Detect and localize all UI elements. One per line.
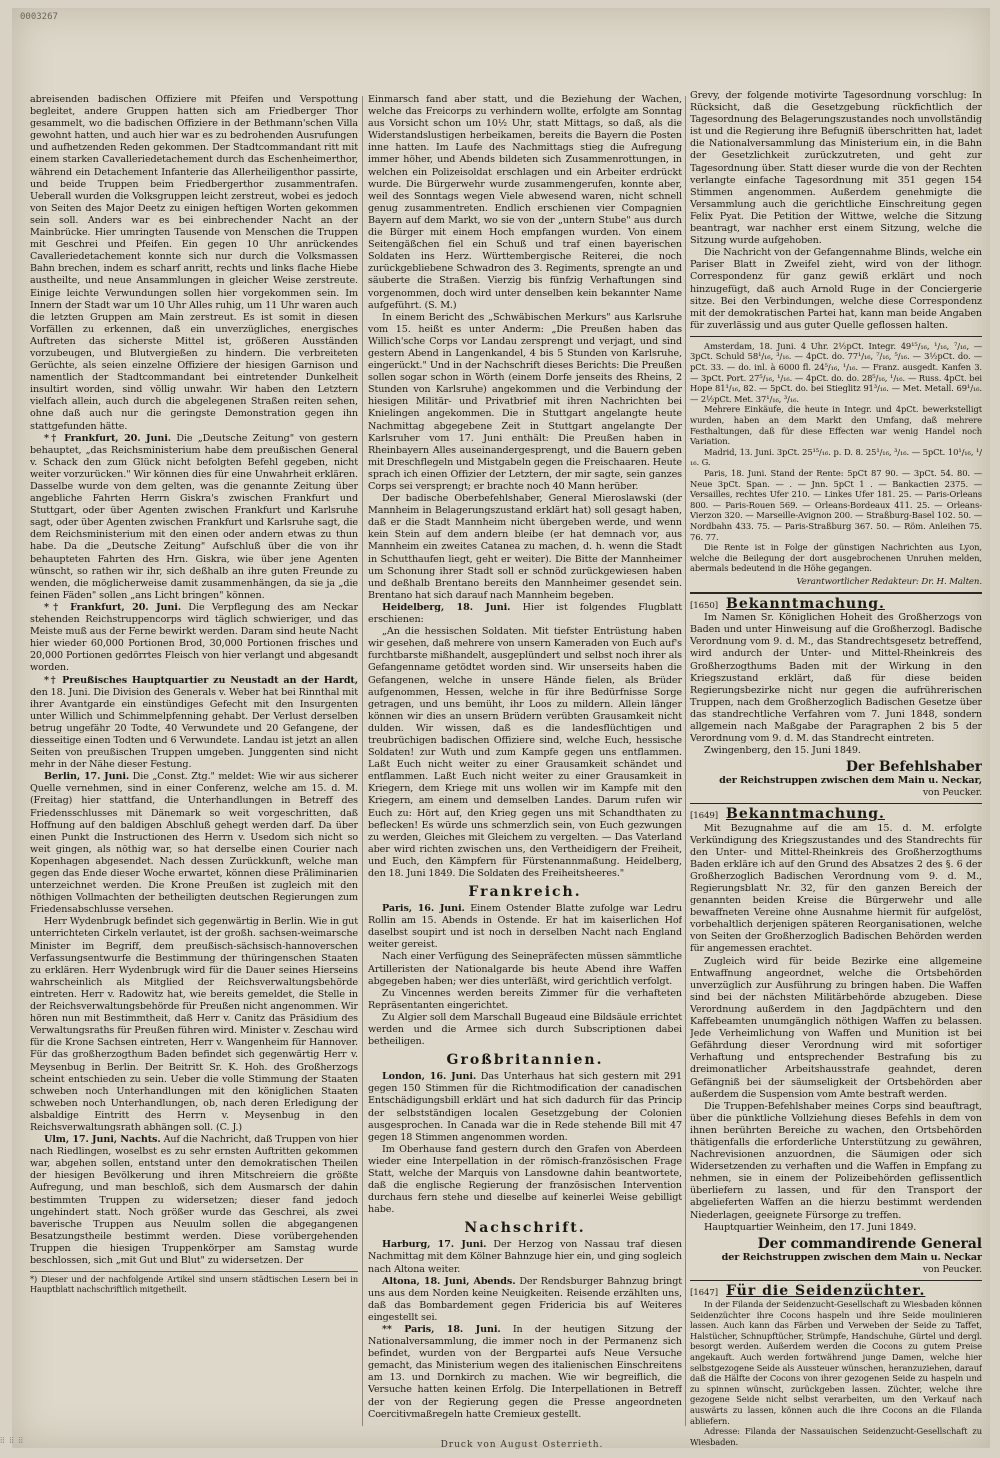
ad-text: In der Filanda der Seidenzucht-Gesellschaft zu Wiesbaden können Seidenzüchter ihre Cocons haspeln und ihre Seide moulinieren lassen. Auch kann das Färben und Verweben der Seide zu Taffet, Halstücher, Schnupftücher, Strümpfe, Handschuhe, Gürtel und dergl. besorgt werden. Außerdem werden die Cocons zu gutem Preise angekauft. Auch werden fortwährend junge Damen, welche hier selbstgezogene Seide als Aussteuer wünschen, heranzuziehen, darauf daß die Hälfte der Cocons von ihrer gezogenen Seide zu haspeln und zu spinnen wünscht, zurückgeben lassen. Züchter, welche ihre gezogene Seide nicht selbst verarbeiten, um den Verkauf nach auswärts zu lassen, können auch die ihre Cocons an die Filanda abliefern. — [690, 1299, 982, 1426]
article-text: Die „Const. Ztg." meldet: Wie wir aus sicherer Quelle vernehmen, sind in einer Conferenz, welche am 15. d. M. (Freitag) hier stattfand, die Unterhandlungen in Betreff des Friedensschlusses mit Dänemark so weit vorgeschritten, daß Hoffnung auf den baldigen Abschluß gehegt werden darf. Da über einen Punkt die Instructionen des Herrn v. Usedom sich nicht so weit gingen, als nöthig war, so hat derselbe einen Courier nach Kopenhagen abgesendet. Nach dessen Zurückkunft, welche man gegen das Ende dieser Woche erwartet, können diese Präliminarien unterzeichnet werden. Die Krone Preußen ist zugleich mit den nöthigen Vollmachten der betheiligten deutschen Regierungen zum Friedensabschlusse versehen. — [30, 771, 358, 916]
dateline: *† Frankfurt, 20. Juni. — [44, 601, 182, 613]
article-text: Auf die Nachricht, daß Truppen von hier nach Riedlingen, woselbst es zu sehr ernsten Auftritten gekommen war, abgehen sollen, entstand unter den demokratischen Theilen der hiesigen Bevölkerung und ihren Mitschreiern die größte Aufregung, und man beschloß, sich dem Ausmarsch der dahin bestimmten Truppen zu widersetzen; dieser fand jedoch ungehindert statt. Noch größer wurde das Geschrei, als zwei baverische Truppen aus Neuulm sollen die abgegangenen Besatzungstheile bestimmt werden. Diese vorübergehenden Truppen die hiesigen Truppenkörper am Samstag wurde beschlossen, sich „mit Gut und Blut" zu widersetzen. Der — [30, 1134, 358, 1266]
section-heading-france: Frankreich. — [468, 884, 582, 901]
ad-header — [690, 598, 982, 612]
column-rule — [362, 96, 363, 1426]
dateline: *† Frankfurt, 20. Juni. — [44, 432, 172, 444]
dateline: *† Preußisches Hauptquartier zu Neustadt an der Hardt, — [44, 674, 358, 686]
article-text: Die „Deutsche Zeitung" von gestern behauptet, „das Reichsministerium habe dem preußischen General v. Schack den zum Glück nicht befolgten Befehl gegeben, nicht weiter vorzurücken." Wir können dies für eine Unwahrheit erklären. Dasselbe wurde von dem gelten, was die genannte Zeitung über angebliche Fahrten Herrn Giskra's zwischen Frankfurt und Stuttgart, oder über Agenten zwischen Frankfurt und Karlsruhe sagt, oder über Agenten zwischen Frankfurt und Karlsruhe sagt, die dem Reichsministerium mit den einen oder andern etwas zu thun habe. Da die „Deutsche Zeitung" Aufschluß über die von ihr behaupteten Fahrten des Hrn. Giskra, wie über jene Agenten wünscht, so rathen wir ihr, sich deßhalb an ihre guten Freunde zu wenden, die möglicherweise damit zusammenhängen, da sie ja „die feinen Fäden" sollen „ans Licht bringen" können. — [30, 432, 358, 601]
article-text: In der heutigen Sitzung der Nationalversammlung, die immer noch in der Permanenz sich befindet, wurden von der Bergpartei aufs Neue Versuche gemacht, das Ministerium wegen des italienischen Einschreitens am 13. und Dornkirch zu machen. Wie wir begreiflich, die Versuche hatten keinen Erfolg. Die Interpellationen in Betreff der von der Regierung gegen die Presse angeordneten Coercitivmaßregeln hatte Cremieux gestellt. — [368, 1324, 682, 1420]
divider — [690, 592, 982, 594]
article — [368, 1071, 682, 1144]
article — [30, 602, 358, 675]
ad-number: [1647] — [690, 1287, 718, 1298]
ad-text: Mit Bezugnahme auf die am 15. d. M. erfolgte Verkündigung des Kriegszustandes und des Standrechts für den Unter- und Mittel-Rheinkreis des Großherzogthums Baden erkläre ich auf den Grund des Absatzes 2 des §. 6 der Großherzoglich Badischen Verordnung vom 9. d. M., Regierungsblatt Nr. 32, für den ganzen Bereich der genannten beiden Kreise die Bürgerwehr und alle bewaffneten Vereine ohne Ausnahme hiermit für aufgelöst, vorbehaltlich derjenigen späteren Reorganisationen, welche von Seiten der Großherzoglich Badischen Behörden werden für angemessen erachtet. — [690, 822, 982, 955]
article-text: abreisenden badischen Offiziere mit Pfeifen und Verspottung begleitet, andere Gruppen hatten sich am Friedberger Thor gesammelt, wo die badischen Offiziere in der Bethmann'schen Villa gewohnt hatten, und auch hier war es zu bedrohenden Ausrufungen und aufhetzenden Reden gekommen. Der Stadtcommandant ritt mit einem starken Cavalleriedetachement durch das Eschenheimerthor, während ein Detachement Infanterie das Allerheiligenthor passirte, und beide Truppen beim Friedbergerthor zusammentrafen. Ueberall wurden die Volksgruppen leicht zerstreut, wobei es jedoch von Seiten des Major Deetz zu einigen heftigen Worten gekommen sein soll. Anders war es bei einbrechender Nacht an der Mainbrücke. Hier umringten Tausende von Menschen die Truppen mit Geschrei und Pfeifen. Ein gegen 10 Uhr anrückendes Cavalleriedetachement konnte sich nur durch die Volksmassen Bahn brechen, indem es scharf anritt, rechts und links flache Hiebe austheilte, und neue Ansammlungen in gleicher Weise zerstreute. Einige leichte Verwundungen sollen hier vorgekommen sein. Im Innern der Stadt war um 10 Uhr Alles ruhig, um 11 Uhr waren auch die letzten Gruppen am Main zerstreut. Es ist somit in diesen Vorfällen zu erkennen, daß ein unverzügliches, energisches Auftreten das sicherste Mittel ist, größeren Ausständen vorzubeugen, und Blutvergießen zu hindern. Die verbreiteten Gerüchte, als seien einzelne Offiziere der hiesigen Garnison und namentlich der Stadtcommandant bei eintretender Dunkelheit insultirt worden, sind völlig unwahr. Wir haben den Letztern vielfach allein, auch durch die abgelegenen Straßen reiten sehen, ohne daß auch nur die geringste Demonstration gegen ihn stattgefunden hätte. — [30, 94, 358, 432]
article-text: Zu Algier soll dem Marschall Bugeaud eine Bildsäule errichtet werden und die Armee sich durch Subscriptionen dabei betheiligen. — [368, 1011, 682, 1048]
article-text: Einmarsch fand aber statt, und die Beziehung der Wachen, welche das Freicorps zu verhindern wollte, erfolgte am Sonntag aus Vorsicht schon um 10½ Uhr, statt Mittags, so daß, als die Widerstandslustigen herbeikamen, bereits die Bayern die Posten inne hatten. Im Laufe des Nachmittags stieg die Aufregung immer höher, und Abends bildeten sich Zusammenrottungen, in welchen ein Polizeisoldat erschlagen und ein Arbeiter erdrückt wurde. Die Bürgerwehr wurde zusammengerufen, konnte aber, weil des Sonntags wegen Viele abwesend waren, nicht schnell genug zusammentreten. Endlich erschienen vier Compagnien Bayern auf dem Markt, wo sie von der „untern Stube" aus durch die Bürger mit einem Hoch empfangen wurden. Von einem Seitengäßchen fiel ein Schuß und traf einen bayerischen Soldaten ins Herz. Württembergische Reiterei, die noch zurückgebliebene Schwadron des 3. Regiments, sprengte an und säuberte die Straßen. Vierzig bis fünfzig Verhaftungen sind vorgenommen, doch wird unter denselben kein bekannter Name aufgeführt. (S. M.) — [368, 94, 682, 311]
divider — [690, 336, 982, 337]
article-text: Grevy, der folgende motivirte Tagesordnung vorschlug: In Rücksicht, daß die Gesetzgebung rückfichtlich der Tagesordnung des Belagerungszustandes noch unvollständig ist und die Regierung ihre Befugniß überschritten hat, ladet die Nationalversammlung das Ministerium ein, in die Bahn der Gesetzlichkeit zurückzutreten, und geht zur Tagesordnung über. Statt dieser wurde die von der Rechten verlangte einfache Tagesordnung mit 351 gegen 154 Stimmen angenommen. Außerdem genehmigte die Versammlung auch die gerichtliche Einschreitung gegen Felix Pyat. Die Petition der Wittwe, welche die Sitzung beantragt, war nachher erst einem Sitzung, welche die Sitzung wurde aufgehoben. — [690, 90, 982, 247]
signature-name: von Peucker. — [922, 1263, 982, 1275]
article — [30, 433, 358, 602]
column-right — [690, 90, 982, 1450]
dateline: Berlin, 17. Juni. — [44, 771, 130, 783]
signature-subtitle: der Reichstruppen zwischen dem Main u. Neckar — [721, 1251, 982, 1263]
dateline: ** Paris, 18. Juni. — [382, 1324, 501, 1335]
ad-place-date: Hauptquartier Weinheim, den 17. Juni 1849. — [704, 1221, 917, 1233]
ad-header — [690, 1282, 982, 1299]
article-text: Das Unterhaus hat sich gestern mit 291 gegen 150 Stimmen für die Richtmodification der canadischen Entschädigungsbill erklärt und hat sich dadurch für das Princip der selbstständigen localen Gesetzgebung der Colonien ausgesprochen. In Canada war die in Rede stehende Bill mit 47 gegen 18 Stimmen angenommen worden. — [368, 1071, 682, 1143]
market-report: Madrid, 13. Juni. 3pCt. 25¹⁵/₁₆. p. D. 8. 25¹/₁₆, ³/₁₆. — 5pCt. 10¹/₁₆, ¹/₁₆. G. — [690, 446, 982, 468]
article-text: Im Oberhause fand gestern durch den Grafen von Aberdeen wieder eine Interpellation in der römisch-französischen Frage Statt, welche der Marquis von Lansdowne dahin beantwortete, daß die englische Regierung der französischen Intervention durchaus fern stehe und dieselbe auf keinerlei Weise gebilligt habe. — [368, 1143, 682, 1216]
market-report: Mehrere Einkäufe, die heute in Integr. und 4pCt. bewerkstelligt wurden, haben an dem Markt den Umfang, daß mehrere Festhaltungen, daß für diese Effecten war wenig Handel noch Variation. — [690, 404, 982, 447]
article-text: Hier ist folgendes Flugblatt erschienen: — [368, 601, 682, 626]
section-heading-nachschrift: Nachschrift. — [464, 1220, 586, 1237]
signature-title: Der Befehlshaber — [845, 759, 982, 776]
ad-header — [690, 808, 982, 822]
article — [368, 903, 682, 951]
article — [30, 1134, 358, 1267]
archive-code: 0003267 — [20, 12, 58, 22]
dateline: Ulm, 17. Juni, Nachts. — [44, 1134, 161, 1146]
section-heading-gb: Großbritannien. — [446, 1052, 604, 1069]
ad-text: Die Truppen-Befehlshaber meines Corps sind beauftragt, über die pünktliche Vollziehung dieses Befehls in dem von ihnen berührten Bereiche zu wachen, den Ortsbehörden thätigenfalls die erforderliche Unterstützung zu gewähren, Nachrevisionen anzuordnen, die Säumigen oder sich Widersetzenden zu verhaften und die Waffen in Empfang zu nehmen, sie in einem der Polizeibehörden geflissentlich überliefern zu lassen, und für den Transport der abgelieferten Waffen an die hierzu bestimmt werdenden Niederlagen, geeignete Fürsorge zu treffen. — [690, 1100, 982, 1221]
market-report: Paris, 18. Juni. Stand der Rente: 5pCt 87 90. — 3pCt. 54. 80. — Neue 3pCt. Span. — . — Jnn. 5pCt 1 . — Bankactien 2375. — Versailles, rechtes Ufer 210. — Linkes Ufer 181. 25. — Paris-Orleans 800. — Paris-Rouen 569. — Orleans-Bordeaux 411. 25. — Orleans-Vierzon 320. — Marseille-Avignon 200. — Straßburg-Basel 102. 50. — Nordbahn 433. 75. — Paris-Straßburg 367. 50. — Röm. Anleihen 75. 76. 77. — [690, 468, 982, 542]
ad-number: [1650] — [690, 601, 718, 612]
signature-title: Der commandirende General — [757, 1235, 982, 1252]
article-text: „An die hessischen Soldaten. Mit tiefster Entrüstung haben wir gesehen, daß mehrere von unsern Kameraden von Euch auf's furchtbarste mißhandelt, ausgeplündert und selbst noch ihrer als Gefangenname getödtet worden sind. Wir unserseits haben die Gefangenen, welche in unsere Hände fielen, als Brüder aufgenommen, Hessen, welche in für ihre Bedürfnisse Sorge getragen, und uns bemüht, ihr Loos zu mildern. Allein länger können wir dies an unsern Brüdern verübten Grausamkeit nicht dulden. Wir wissen, daß es die landesflüchtigen und treubrüchigen badischen Offiziere sind, welche Euch, hessische Soldaten! zur Wuth und zum Kampfe gegen uns entflammen. Laßt Euch nicht weiter zu einer Grausamkeit schändet und entflammen. Laßt Euch nicht weiter zu einer Grausamkeit in Kriegern, dem Kriege mit uns wollen wir im Kampfe mit den Kriegern, am einem und demselben Landes. Darum rufen wir Euch zu: Hört auf, den Krieg gegen uns mit Schandthaten zu beflecken! Es würde uns schmerzlich sein, von Euch gezwungen zu werden, Gleiches mit Gleichem zu vergelten. — Das Vaterland aber wird richten zwischen uns, den Vertheidigern der Freiheit, und Euch, den Kämpfern für Fürstenannmaßung. Heidelberg, den 18. Juni 1849. Die Soldaten des Freiheitsheeres." — [368, 626, 682, 879]
market-report: Amsterdam, 18. Juni. 4 Uhr. 2½pCt. Integr. 49¹⁵/₁₆, ¹/₁₆, ⁷/₁₆, — 3pCt. Schuld 58¹/₁₆, ³/₁₆. — 4pCt. do. 77¹/₁₆, ⁷/₁₆, ⁵/₁₆. — 3½pCt. do. — pCt. 33. — do. inl. à 6000 fl. 24⁵/₁₆, ¹/₁₆. — Franz. ausgedt. Kanfen 3. — 3pCt. Port. 27⁵/₁₆, ¹/₁₆. — 4pCt. do. do. 28⁵/₁₆, ¹/₁₆. — Russ. 4pCt. bei Hope 81¹/₁₆, 82. — 5pCt. do. bei Stieglitz 91³/₁₆. — Met. Metall. 69¹/₁₆. — 2½pCt. Met. 37¹/₁₆, ³/₁₆. — [690, 340, 982, 404]
article-text: den 18. Juni. Die Division des Generals v. Weber hat bei Rinnthal mit ihrer Avantgarde ein einstündiges Gefecht mit den Insurgenten unter Willich und Schimmelpfenning gehabt. Der Verlust derselben betrug ungefähr 20 Todte, 40 Verwundete und 20 Gefangene, der diesseitige einen Todten und 6 Verwundete. Landau ist jetzt an allen Seiten von preußischen Truppen umgeben. Junggenten sind nicht mehr in der Nähe dieser Festung. — [30, 686, 358, 771]
article-text: Der Rendsburger Bahnzug bringt uns aus dem Norden keine Neuigkeiten. Reisende erzählten uns, daß das Bombardement gegen Fridericia bis auf Weiteres eingestellt sei. — [368, 1275, 682, 1323]
editor-line: Verantwortlicher Redakteur: Dr. H. Malten. — [796, 576, 982, 587]
article-text: Nach einer Verfügung des Seinepräfecten müssen sämmtliche Artilleristen der Nationalgarde bis heute Abend ihre Waffen abgegeben haben; wer dies unterläßt, wird gerichtlich verfolgt. — [368, 951, 682, 987]
signature-subtitle: der Reichstruppen zwischen dem Main u. Neckar, — [719, 775, 982, 787]
divider — [690, 1280, 982, 1281]
ad-text: Zugleich wird für beide Bezirke eine allgemeine Entwaffnung angeordnet, welche die Ortsbehörden unverzüglich zur Ausführung zu bringen haben. Die Waffen sind bei der nächsten Militärbehörde abzugeben. Diese Verordnung außerdem in den Jagdpächtern und den Kaffebeamten unumgänglich nöthigen Waffen zu belassen. Jede Verheimlichung von Waffen und Munition ist bei Gefährdung dieser Verordnung wird mit sofortiger Verhaftung und entsprechender Bestrafung bis zu dreimonatlicher Arbeitshausstrafe geahndet, deren Gefängniß bei der säumseligkeit der Ortsbehörden aber außerdem die Suspension vom Amte bestraft werden. — [690, 955, 982, 1100]
divider — [690, 803, 982, 804]
article-text: Zu Vincennes werden bereits Zimmer für die verhafteten Repräsentanten eingerichtet. — [368, 987, 682, 1011]
ad-title: Für die Seidenzüchter. — [725, 1282, 926, 1299]
column-rule — [685, 96, 686, 1426]
article — [368, 1276, 682, 1324]
dateline: Paris, 16. Juni. — [382, 903, 465, 915]
signature-name: von Peucker. — [922, 787, 982, 799]
ad-title: Bekanntmachung. — [725, 596, 885, 613]
article — [368, 1324, 682, 1421]
dateline: Harburg, 17. Juni. — [382, 1239, 487, 1251]
article — [368, 1239, 682, 1275]
ad-place-date: Zwingenberg, den 15. Juni 1849. — [704, 745, 861, 757]
article — [30, 675, 358, 772]
ad-title: Bekanntmachung. — [725, 806, 885, 823]
article-text: Die Verpflegung des am Neckar stehenden Reichstruppencorps wird täglich schwieriger, und das Meiste muß aus der Ferne bewirkt werden. Daram sind heute Nacht hier wieder 60,000 Portionen Brod, 30,000 Portionen frisches und 20,000 Portionen gedörrtes Fleisch von hier verlangt und abgesandt worden. — [30, 601, 358, 674]
dateline: Heidelberg, 18. Juni. — [382, 601, 511, 613]
article-text: In einem Bericht des „Schwäbischen Merkurs" aus Karlsruhe vom 15. heißt es unter Anderm: „Die Preußen haben das Willich'sche Corps vor Landau zersprengt und verjagt, und sind gestern Abend in Langenkandel, 4 bis 5 Stunden von Karlsruhe, eingerückt." Und in der Nachschrift dieses Berichts: Die Preußen sollen sogar schon in Wörth (einem Dorfe jenseits des Rheins, 2 Stunden von Karlsruhe) angekommen und die Verbindung der hiesigen Militär- und Privatbrief mit ihren Nachrichten bei Knielingen angekommen. Die in Stuttgart angelangte heute Nachmittag abgegebene Zeit in Stuttgart angelangte Der Karlsruher vom 17. Juni enthält: Die Preußen haben in Rheinbayern Alles auseinandergesprengt, und die Bauern geben mit Dreschflegeln und Mistgabeln gegen die Freischaaren. Heute sprach ich einen Offizier der Letztern, der mir sagte, sein ganzes Corps sei versprengt; er brachte noch 40 Mann herüber. — [368, 311, 682, 492]
article-text: Der badische Oberbefehlshaber, General Mieroslawski (der Mannheim in Belagerungszustand erklärt hat) soll gesagt haben, daß er die Stadt Mannheim nicht übergeben werde, und wenn kein Stein auf dem andern bleibe (er hat demnach vor, aus Mannheim ein zweites Catanea zu machen, d. h. wenn die Stadt in Schutthaufen liegt, geht er weiter). Die Bitte der Mannheimer um Schonung ihrer Stadt soll er schnöd zurückgewiesen haben und deßhalb Brentano bereits den Mannheimer gesendet sein. Brentano hat sich darauf nach Mannheim begeben. — [368, 493, 682, 601]
edge-marks: ⁞⁞ ⁞⁞ ⁞⁞ — [0, 1436, 23, 1445]
newspaper-page — [12, 8, 990, 1448]
dateline: London, 16. Juni. — [382, 1071, 477, 1083]
ad-number: [1649] — [690, 811, 718, 822]
ad-address: Adresse: Filanda der Nassauischen Seidenzucht-Gesellschaft zu Wiesbaden. — [690, 1426, 982, 1447]
article — [368, 602, 682, 626]
market-report: Die Rente ist in Folge der günstigen Nachrichten aus Lyon, welche die Beilegung der dort ausgebrochenen Unruhen melden, abermals bedeutend in die Höhe gegangen. — [690, 542, 982, 574]
article-text: Herr Wydenbrugk befindet sich gegenwärtig in Berlin. Wie in gut unterrichteten Cirkeln verlautet, ist der großh. sachsen-weimarsche Minister im Begriff, dem preußisch-sächsisch-hannoverschen Verfassungsentwurfe die Bestimmung der thüringenschen Staaten zu erklären. Herr Wydenbrugk wird für die Dauer seines Hierseins wahrscheinlich als Mitglied der Reichsverwaltungsbehörde eintreten. Herr v. Radowitz hat, wie bereits gemeldet, die Stelle in der Reichsverwaltungsbehörde für Preußen nicht angenommen. Wir hören nun mit Bestimmtheit, daß Herr v. Canitz das Präsidium des Verwaltungsraths für Preußen führen wird. Minister v. Zeschau wird für die Krone Sachsen eintreten, Herr v. Wangenheim für Hannover. Für das großherzogthum Baden befindet sich gegenwärtig Herr v. Meysenbug in Berlin. Der Beitritt Sr. K. Hoh. des Großherzogs scheint entschieden zu sein. Ueber die volle Stimmung der Staaten schweben noch Unterhandlungen mit den königlichen Staaten schweben noch Unterhandlungen, ob, nach deren Erledigung der alsbaldige Eintritt des Herrn v. Meysenbug in den Reichsverwaltungsrath abhängen soll. (C. J.) — [30, 916, 358, 1133]
column-middle — [368, 94, 682, 1424]
article-text: Einem Ostender Blatte zufolge war Ledru Rollin am 15. Abends in Ostende. Er hat im kaiserlichen Hof daselbst soupirt und ist noch in derselben Nacht nach England weiter gereist. — [368, 903, 682, 951]
column-left — [30, 94, 358, 1424]
article-text: Die Nachricht von der Gefangennahme Blinds, welche ein Pariser Blatt in Zweifel zieht, wird von der lithogr. Correspondenz für ganz gewiß erklärt und noch hinzugefügt, daß auch Arnold Ruge in der Conciergerie sitze. Bei den Verbindungen, welche diese Correspondenz mit der demokratischen Partei hat, kann man beide Angaben für zuverlässig und aus guter Quelle geflossen halten. — [690, 247, 982, 331]
ad-text: Im Namen Sr. Königlichen Hoheit des Großherzogs von Baden und unter Hinweisung auf die Großherzogl. Badische Verordnung vom 9. d. M., das Standrechtsgesetz betreffend, wird andurch der Unter- und Mittel-Rheinkreis des Großherzogthums Baden mit der Wirkung in den Kriegszustand erklärt, daß für diese beiden Regierungsbezirke nicht nur gegen die aufrührerischen Truppen, nach dem Großherzoglich Badischen Gesetze über das standrechtliche Verfahren vom 7. Juni 1848, sondern allgemein nach Maßgabe der Paragraphen 2 bis 5 der Verordnung vom 9. d. M. das Standrecht eintreten. — [690, 612, 982, 745]
dateline: Altona, 18. Juni, Abends. — [382, 1275, 516, 1287]
footnote: *) Dieser und der nachfolgende Artikel sind unsern städtischen Lesern bei in Hauptblatt nachschriftlich mitgetheilt. — [30, 1271, 358, 1294]
article — [30, 771, 358, 916]
article-text: Der Herzog von Nassau traf diesen Nachmittag mit dem Kölner Bahnzuge hier ein, und ging sogleich nach Altona weiter. — [368, 1239, 682, 1275]
printer-imprint: Druck von August Osterrieth. — [440, 1440, 604, 1450]
